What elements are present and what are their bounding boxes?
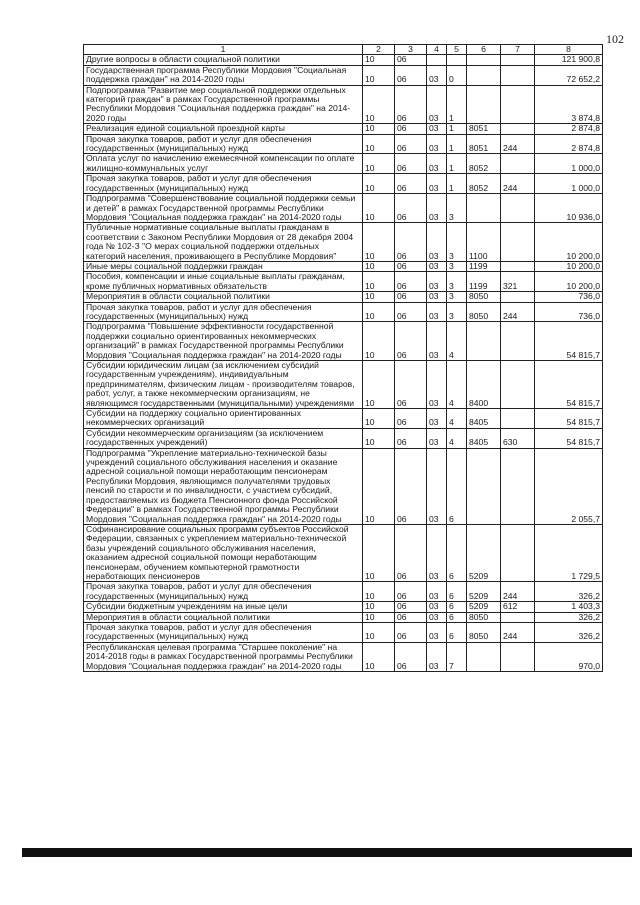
expense-type-code-cell: 244 (501, 134, 535, 154)
table-row (84, 361, 603, 409)
subprogram-code-cell: 6 (447, 582, 467, 602)
target-code-cell: 1199 (467, 272, 501, 292)
amount-cell: 54 815,7 (535, 361, 603, 409)
amount-cell: 10 200,0 (535, 261, 603, 271)
subprogram-code-cell: 1 (447, 154, 467, 174)
amount-cell: 54 815,7 (535, 409, 603, 429)
program-code-cell: 03 (427, 322, 447, 361)
expense-type-code-cell: 630 (501, 428, 535, 448)
subprogram-code-cell: 3 (447, 272, 467, 292)
table-row (84, 124, 603, 134)
subsection-code-cell: 06 (395, 448, 427, 524)
target-code-cell: 8050 (467, 612, 501, 622)
amount-cell: 54 815,7 (535, 428, 603, 448)
item-name-cell: Публичные нормативные социальные выплаты гражданам в соответствии с Законом Республики Мордовия от 28 декабря 2004 года № 102-З "О мерах социальной поддержки отдельных категорий населения, проживающего в Республике Мордовия" (84, 223, 363, 262)
program-code-cell: 03 (427, 65, 447, 85)
program-code-cell: 03 (427, 272, 447, 292)
amount-cell: 10 200,0 (535, 272, 603, 292)
section-code-cell: 10 (363, 524, 395, 581)
section-code-cell: 10 (363, 302, 395, 322)
table-row (84, 602, 603, 612)
subsection-code-cell: 06 (395, 602, 427, 612)
subsection-code-cell: 06 (395, 272, 427, 292)
expense-type-code-cell (501, 612, 535, 622)
header-cell: 3 (395, 45, 427, 55)
table-row (84, 409, 603, 429)
target-code-cell: 5209 (467, 602, 501, 612)
program-code-cell: 03 (427, 223, 447, 262)
subsection-code-cell: 06 (395, 642, 427, 671)
program-code-cell: 03 (427, 582, 447, 602)
program-code-cell: 03 (427, 448, 447, 524)
subsection-code-cell: 06 (395, 124, 427, 134)
table-row (84, 272, 603, 292)
section-code-cell: 10 (363, 134, 395, 154)
item-name-cell: Субсидии юридическим лицам (за исключением субсидий государственным учреждениям), индивидуальным предпринимателям, физическим лицам - производителям товаров, работ, услуг, а также некоммерческим организациям, не являющимся государственными (муниципальными) учреждениями (84, 361, 363, 409)
header-cell: 8 (535, 45, 603, 55)
table-row (84, 55, 603, 65)
amount-cell: 2 874,8 (535, 134, 603, 154)
table-row (84, 428, 603, 448)
item-name-cell: Подпрограмма "Развитие мер социальной поддержки отдельных категорий граждан" в рамках Государственной программы Республики Мордовия "Социальная поддержка граждан" на 2014-2020 годы (84, 85, 363, 124)
program-code-cell: 03 (427, 85, 447, 124)
subsection-code-cell: 06 (395, 55, 427, 65)
expense-type-code-cell (501, 261, 535, 271)
table-row (84, 65, 603, 85)
section-code-cell: 10 (363, 272, 395, 292)
table-row (84, 302, 603, 322)
subprogram-code-cell: 4 (447, 409, 467, 429)
amount-cell: 326,2 (535, 582, 603, 602)
budget-table (83, 44, 603, 672)
subprogram-code-cell: 3 (447, 302, 467, 322)
item-name-cell: Реализация единой социальной проездной карты (84, 124, 363, 134)
section-code-cell: 10 (363, 612, 395, 622)
table-row (84, 292, 603, 302)
section-code-cell: 10 (363, 85, 395, 124)
item-name-cell: Прочая закупка товаров, работ и услуг для обеспечения государственных (муниципальных) нужд (84, 134, 363, 154)
target-code-cell: 8050 (467, 302, 501, 322)
expense-type-code-cell (501, 65, 535, 85)
program-code-cell: 03 (427, 612, 447, 622)
header-cell: 5 (447, 45, 467, 55)
subprogram-code-cell: 3 (447, 194, 467, 223)
target-code-cell (467, 85, 501, 124)
target-code-cell (467, 322, 501, 361)
program-code-cell: 03 (427, 642, 447, 671)
header-cell: 4 (427, 45, 447, 55)
expense-type-code-cell (501, 124, 535, 134)
subsection-code-cell: 06 (395, 194, 427, 223)
table-row (84, 612, 603, 622)
header-cell: 2 (363, 45, 395, 55)
item-name-cell: Субсидии некоммерческим организациям (за исключением государственных учреждений) (84, 428, 363, 448)
subsection-code-cell: 06 (395, 261, 427, 271)
item-name-cell: Республиканская целевая программа "Старшее поколение" на 2014-2018 годы в рамках Государственной программы Республики Мордовия "Социальная поддержка граждан" на 2014-2020 годы (84, 642, 363, 671)
target-code-cell: 8400 (467, 361, 501, 409)
section-code-cell: 10 (363, 124, 395, 134)
subprogram-code-cell: 6 (447, 612, 467, 622)
item-name-cell: Субсидии бюджетным учреждениям на иные цели (84, 602, 363, 612)
amount-cell: 3 874,8 (535, 85, 603, 124)
program-code-cell: 03 (427, 154, 447, 174)
target-code-cell: 8050 (467, 292, 501, 302)
subprogram-code-cell: 3 (447, 292, 467, 302)
program-code-cell: 03 (427, 194, 447, 223)
table-row (84, 174, 603, 194)
table-row (84, 85, 603, 124)
expense-type-code-cell (501, 292, 535, 302)
program-code-cell: 03 (427, 602, 447, 612)
subprogram-code-cell: 6 (447, 602, 467, 612)
subprogram-code-cell: 0 (447, 65, 467, 85)
expense-type-code-cell (501, 154, 535, 174)
section-code-cell: 10 (363, 322, 395, 361)
amount-cell: 72 652,2 (535, 65, 603, 85)
subsection-code-cell: 06 (395, 582, 427, 602)
program-code-cell (427, 55, 447, 65)
amount-cell: 736,0 (535, 302, 603, 322)
program-code-cell: 03 (427, 428, 447, 448)
section-code-cell: 10 (363, 292, 395, 302)
target-code-cell: 8051 (467, 124, 501, 134)
expense-type-code-cell: 244 (501, 174, 535, 194)
amount-cell: 1 403,3 (535, 602, 603, 612)
target-code-cell (467, 65, 501, 85)
table-row (84, 582, 603, 602)
table-row (84, 223, 603, 262)
expense-type-code-cell (501, 409, 535, 429)
target-code-cell: 8405 (467, 428, 501, 448)
header-cell: 7 (501, 45, 535, 55)
amount-cell: 10 200,0 (535, 223, 603, 262)
subsection-code-cell: 06 (395, 154, 427, 174)
item-name-cell: Пособия, компенсации и иные социальные выплаты гражданам, кроме публичных нормативных обязательств (84, 272, 363, 292)
table-row (84, 448, 603, 524)
section-code-cell: 10 (363, 65, 395, 85)
table-row (84, 194, 603, 223)
item-name-cell: Государственная программа Республики Мордовия "Социальная поддержка граждан" на 2014-2020 годы (84, 65, 363, 85)
section-code-cell: 10 (363, 55, 395, 65)
section-code-cell: 10 (363, 174, 395, 194)
subprogram-code-cell: 6 (447, 622, 467, 642)
item-name-cell: Софинансирование социальных программ субъектов Российской Федерации, связанных с укреплением материально-технической базы учреждений социального обслуживания населения, оказанием адресной социальной помощи неработающим пенсионерам, обучением компьютерной грамотности неработающих пенсионеров (84, 524, 363, 581)
amount-cell: 736,0 (535, 292, 603, 302)
table-row (84, 642, 603, 671)
target-code-cell: 8050 (467, 622, 501, 642)
subsection-code-cell: 06 (395, 524, 427, 581)
expense-type-code-cell (501, 642, 535, 671)
expense-type-code-cell: 244 (501, 302, 535, 322)
target-code-cell: 1199 (467, 261, 501, 271)
subprogram-code-cell: 4 (447, 322, 467, 361)
table-row (84, 154, 603, 174)
item-name-cell: Субсидии на поддержку социально ориентированных некоммерческих организаций (84, 409, 363, 429)
table-row (84, 524, 603, 581)
target-code-cell: 5209 (467, 524, 501, 581)
section-code-cell: 10 (363, 428, 395, 448)
program-code-cell: 03 (427, 134, 447, 154)
target-code-cell: 8052 (467, 154, 501, 174)
target-code-cell: 8052 (467, 174, 501, 194)
amount-cell: 10 936,0 (535, 194, 603, 223)
program-code-cell: 03 (427, 524, 447, 581)
subsection-code-cell: 06 (395, 622, 427, 642)
subprogram-code-cell: 3 (447, 261, 467, 271)
expense-type-code-cell: 612 (501, 602, 535, 612)
subsection-code-cell: 06 (395, 409, 427, 429)
expense-type-code-cell: 244 (501, 622, 535, 642)
expense-type-code-cell (501, 322, 535, 361)
subsection-code-cell: 06 (395, 223, 427, 262)
subsection-code-cell: 06 (395, 65, 427, 85)
amount-cell: 121 900,8 (535, 55, 603, 65)
subprogram-code-cell (447, 55, 467, 65)
item-name-cell: Мероприятия в области социальной политики (84, 292, 363, 302)
section-code-cell: 10 (363, 261, 395, 271)
section-code-cell: 10 (363, 622, 395, 642)
page-number: 102 (606, 32, 624, 46)
expense-type-code-cell (501, 223, 535, 262)
item-name-cell: Мероприятия в области социальной политики (84, 612, 363, 622)
item-name-cell: Прочая закупка товаров, работ и услуг для обеспечения государственных (муниципальных) нужд (84, 302, 363, 322)
target-code-cell (467, 55, 501, 65)
program-code-cell: 03 (427, 361, 447, 409)
target-code-cell: 1100 (467, 223, 501, 262)
section-code-cell: 10 (363, 154, 395, 174)
target-code-cell (467, 448, 501, 524)
expense-type-code-cell (501, 361, 535, 409)
subsection-code-cell: 06 (395, 361, 427, 409)
header-cell: 6 (467, 45, 501, 55)
expense-type-code-cell (501, 85, 535, 124)
subprogram-code-cell: 1 (447, 174, 467, 194)
section-code-cell: 10 (363, 361, 395, 409)
table-row (84, 261, 603, 271)
amount-cell: 2 055,7 (535, 448, 603, 524)
subsection-code-cell: 06 (395, 302, 427, 322)
expense-type-code-cell: 321 (501, 272, 535, 292)
table-row (84, 134, 603, 154)
subprogram-code-cell: 4 (447, 428, 467, 448)
section-code-cell: 10 (363, 223, 395, 262)
subprogram-code-cell: 6 (447, 524, 467, 581)
amount-cell: 326,2 (535, 612, 603, 622)
item-name-cell: Подпрограмма "Совершенствование социальной поддержки семьи и детей" в рамках Государственной программы Республики Мордовия "Социальная поддержка граждан" на 2014-2020 годы (84, 194, 363, 223)
program-code-cell: 03 (427, 409, 447, 429)
scan-bottom-border (22, 848, 632, 857)
table-header-row (84, 45, 603, 55)
section-code-cell: 10 (363, 194, 395, 223)
expense-type-code-cell (501, 194, 535, 223)
subprogram-code-cell: 3 (447, 223, 467, 262)
section-code-cell: 10 (363, 582, 395, 602)
program-code-cell: 03 (427, 174, 447, 194)
item-name-cell: Подпрограмма "Повышение эффективности государственной поддержки социально ориентированных некоммерческих организаций" в рамках Государственной программы Республики Мордовия "Социальная поддержка граждан" на 2014-2020 годы (84, 322, 363, 361)
amount-cell: 326,2 (535, 622, 603, 642)
section-code-cell: 10 (363, 409, 395, 429)
program-code-cell: 03 (427, 292, 447, 302)
header-cell: 1 (84, 45, 363, 55)
subsection-code-cell: 06 (395, 134, 427, 154)
section-code-cell: 10 (363, 602, 395, 612)
subsection-code-cell: 06 (395, 85, 427, 124)
table-row (84, 322, 603, 361)
amount-cell: 1 000,0 (535, 154, 603, 174)
item-name-cell: Прочая закупка товаров, работ и услуг для обеспечения государственных (муниципальных) нужд (84, 622, 363, 642)
target-code-cell: 8051 (467, 134, 501, 154)
amount-cell: 2 874,8 (535, 124, 603, 134)
subprogram-code-cell: 1 (447, 134, 467, 154)
subsection-code-cell: 06 (395, 322, 427, 361)
expense-type-code-cell (501, 55, 535, 65)
program-code-cell: 03 (427, 124, 447, 134)
subprogram-code-cell: 1 (447, 85, 467, 124)
item-name-cell: Оплата услуг по начислению ежемесячной компенсации по оплате жилищно-коммунальных услуг (84, 154, 363, 174)
item-name-cell: Прочая закупка товаров, работ и услуг для обеспечения государственных (муниципальных) нужд (84, 582, 363, 602)
subsection-code-cell: 06 (395, 428, 427, 448)
target-code-cell (467, 642, 501, 671)
program-code-cell: 03 (427, 622, 447, 642)
subprogram-code-cell: 4 (447, 361, 467, 409)
subsection-code-cell: 06 (395, 174, 427, 194)
section-code-cell: 10 (363, 642, 395, 671)
table-row (84, 622, 603, 642)
item-name-cell: Иные меры социальной поддержки граждан (84, 261, 363, 271)
subprogram-code-cell: 6 (447, 448, 467, 524)
subprogram-code-cell: 1 (447, 124, 467, 134)
expense-type-code-cell (501, 524, 535, 581)
amount-cell: 1 729,5 (535, 524, 603, 581)
section-code-cell: 10 (363, 448, 395, 524)
target-code-cell: 5209 (467, 582, 501, 602)
amount-cell: 1 000,0 (535, 174, 603, 194)
amount-cell: 54 815,7 (535, 322, 603, 361)
subsection-code-cell: 06 (395, 612, 427, 622)
item-name-cell: Другие вопросы в области социальной политики (84, 55, 363, 65)
target-code-cell (467, 194, 501, 223)
subsection-code-cell: 06 (395, 292, 427, 302)
expense-type-code-cell: 244 (501, 582, 535, 602)
target-code-cell: 8405 (467, 409, 501, 429)
program-code-cell: 03 (427, 302, 447, 322)
subprogram-code-cell: 7 (447, 642, 467, 671)
item-name-cell: Прочая закупка товаров, работ и услуг для обеспечения государственных (муниципальных) нужд (84, 174, 363, 194)
amount-cell: 970,0 (535, 642, 603, 671)
item-name-cell: Подпрограмма "Укрепление материально-технической базы учреждений социального обслуживания населения и оказание адресной социальной помощи неработающим пенсионерам Республики Мордовия, являющимся получателями трудовых пенсий по старости и по инвалидности, с участием субсидий, предоставляемых из бюджета Пенсионного фонда Российской Федерации" в рамках Государственной программы Республики Мордовия "Социальная поддержка граждан" на 2014-2020 годы (84, 448, 363, 524)
expense-type-code-cell (501, 448, 535, 524)
program-code-cell: 03 (427, 261, 447, 271)
